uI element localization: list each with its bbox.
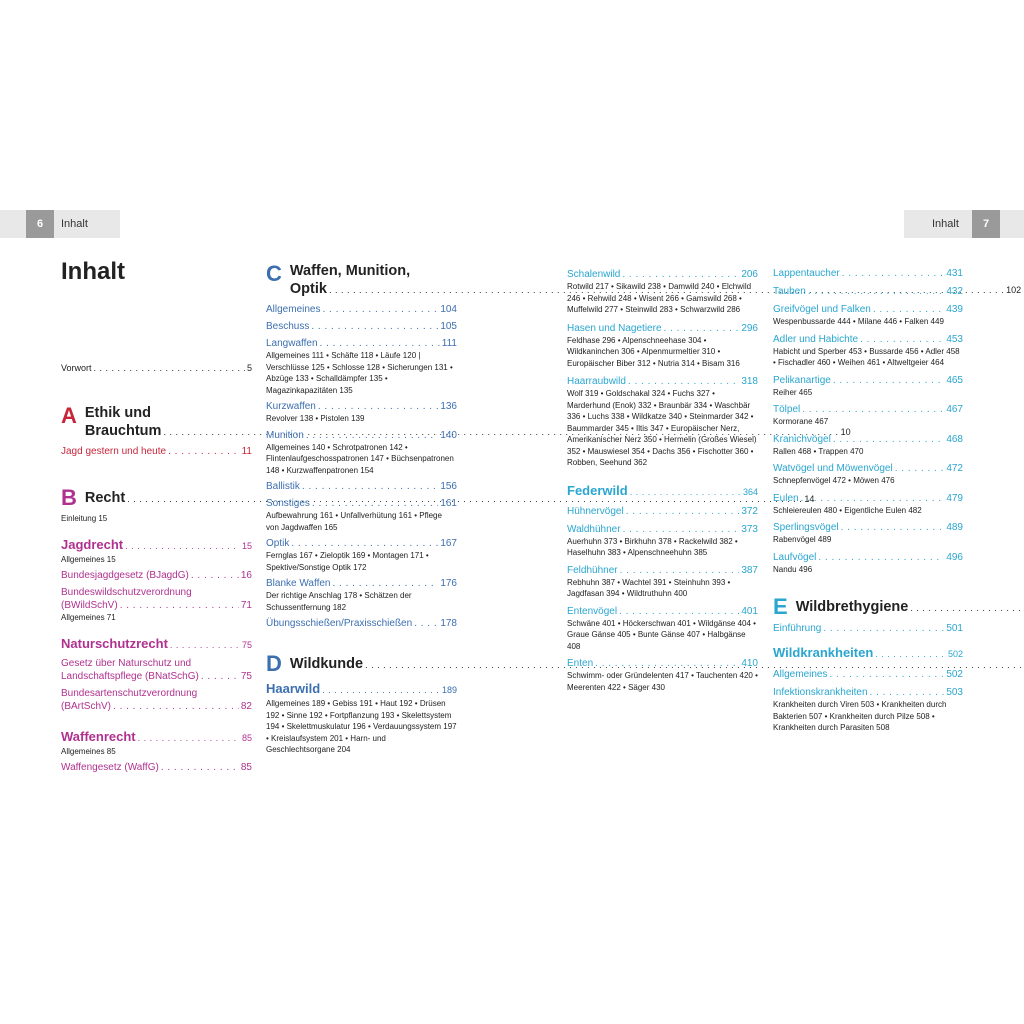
section-b-heading[interactable]: B Recht . . . 14 — [61, 486, 252, 511]
toc-sub-entries: Rabenvögel 489 — [773, 535, 832, 544]
right-running-head: Inhalt — [932, 218, 959, 230]
column-3 — [567, 262, 758, 693]
toc-entry-naturschutzrecht[interactable]: Naturschutzrecht . . . 75 — [61, 636, 252, 653]
toc-entry[interactable]: Tölpel . . . 467 — [773, 403, 963, 416]
toc-sub-entries: Schwäne 401 • Höckerschwan 401 • Wildgänse 404 • Graue Gänse 405 • Bunte Gänse 407 • Halbgänse 408 — [567, 618, 756, 651]
toc-entry[interactable]: Kranichvögel . . . 468 — [773, 433, 963, 446]
toc-entry[interactable]: Sperlingsvögel . . . 489 — [773, 521, 963, 534]
toc-entry-vorwort[interactable]: Vorwort . . . 5 — [61, 362, 252, 374]
toc-sub-entries: Wespenbussarde 444 • Milane 446 • Falken 449 — [773, 317, 944, 326]
toc-sub-entries: Aufbewahrung 161 • Unfallverhütung 161 • Pflege von Jagdwaffen 165 — [266, 511, 442, 532]
toc-sub-entries: Feldhase 296 • Alpenschneehase 304 • Wildkaninchen 306 • Alpenmurmeltier 310 • Europäischer Biber 312 • Nutria 314 • Bisam 316 — [567, 335, 740, 368]
toc-sub-einleitung: Einleitung 15 — [61, 514, 108, 523]
toc-sub-entries: Rallen 468 • Trappen 470 — [773, 446, 864, 456]
left-running-head: Inhalt — [61, 218, 88, 230]
toc-entry[interactable]: Hasen und Nagetiere . . . 296 — [567, 322, 758, 335]
toc-sub-haarwild: Allgemeines 189 • Gebiss 191 • Haut 192 • Drüsen 192 • Sinne 192 • Fortpflanzung 193 • Skelettsystem 194 • Skelettmuskulatur 196 • Verdauungssystem 197 • Kreislaufsystem 201 • Harn- und Geschlechtsorgane 204 — [266, 699, 457, 754]
toc-entry[interactable]: Enten . . . 410 — [567, 657, 758, 670]
toc-entry[interactable]: Waldhühner . . . 373 — [567, 523, 758, 536]
toc-entry-haarwild[interactable]: Haarwild . . . 189 — [266, 681, 457, 698]
toc-entry[interactable]: Laufvögel . . . 496 — [773, 551, 963, 564]
wild-list-2 — [567, 505, 758, 694]
toc-entry-jagdrecht[interactable]: Jagdrecht . . . 15 — [61, 537, 252, 554]
section-c-list — [266, 303, 457, 630]
right-header-bar — [904, 210, 1024, 238]
section-letter-a: A — [61, 403, 77, 428]
toc-entry[interactable]: Blanke Waffen . . . 176 — [266, 577, 457, 590]
toc-entry-bwildschv[interactable]: Bundeswildschutzverordnung (BWildSchV) . . . 71 — [61, 586, 252, 612]
section-letter-d: D — [266, 651, 282, 676]
section-a-heading[interactable]: A Ethik und Brauchtum . . . 10 — [61, 404, 252, 441]
toc-sub-entries: Habicht und Sperber 453 • Bussarde 456 • Adler 458 • Fischadler 460 • Weihen 461 • Altweltgeier 464 — [773, 346, 960, 367]
toc-entry[interactable]: Tauben . . . 432 — [773, 285, 963, 298]
toc-entry[interactable]: Munition . . . 140 — [266, 429, 457, 442]
toc-entry[interactable]: Watvögel und Möwenvögel . . . 472 — [773, 462, 963, 475]
section-c-heading[interactable]: C Waffen, Munition, Optik . . . 102 — [266, 262, 457, 299]
toc-sub-entries: Rotwild 217 • Sikawild 238 • Damwild 240 • Elchwild 246 • Rehwild 248 • Wisent 266 • Gamswild 268 • Muffelwild 277 • Steinwild 283 • Schwarzwild 286 — [567, 282, 752, 314]
wild-list-3 — [773, 267, 963, 575]
toc-entry-bnatschg[interactable]: Gesetz über Naturschutz und Landschaftspflege (BNatSchG) . . . 75 — [61, 657, 252, 683]
toc-entry[interactable]: Kurzwaffen . . . 136 — [266, 400, 457, 413]
toc-entry-bartschv[interactable]: Bundesartenschutzverordnung (BArtSchV) . . . 82 — [61, 687, 252, 713]
toc-sub-entries: Schnepfenvögel 472 • Möwen 476 — [773, 476, 895, 485]
left-page-number: 6 — [26, 210, 54, 238]
toc-sub-entries: Kormorane 467 — [773, 417, 829, 426]
toc-entry[interactable]: Feldhühner . . . 387 — [567, 564, 758, 577]
section-d-heading[interactable]: D Wildkunde . . . — [266, 652, 457, 677]
left-header-bar — [0, 210, 120, 238]
toc-entry[interactable]: Hühnervögel . . . 372 — [567, 505, 758, 518]
toc-sub-entries: Nandu 496 — [773, 564, 813, 574]
toc-sub-entries: Allgemeines 140 • Schrotpatronen 142 • Flintenlaufgeschosspatronen 147 • Büchsenpatronen 148 • Kurzwaffenpatronen 154 — [266, 442, 454, 475]
page-title: Inhalt — [61, 258, 125, 285]
toc-sub-entries: Wolf 319 • Goldschakal 324 • Fuchs 327 • Marderhund (Enok) 332 • Braunbär 334 • Waschbär 336 • Luchs 338 • Wildkatze 340 • Steinmarder 342 • Baummarder 345 • Iltis 347 • Europäischer Nerz, Amerikanischer Nerz 350 • Hermelin (Großes Wiesel) 352 • Mauswiesel 354 • Dachs 356 • Fischotter 360 • Robben, Seehund 362 — [567, 389, 757, 467]
toc-entry[interactable]: Langwaffen . . . 111 — [266, 337, 457, 350]
section-letter-b: B — [61, 485, 77, 510]
toc-entry[interactable]: Lappentaucher . . . 431 — [773, 267, 963, 280]
toc-sub-waffenrecht: Allgemeines 85 — [61, 746, 116, 756]
toc-sub-entries: Schleiereulen 480 • Eigentliche Eulen 482 — [773, 505, 922, 515]
wild-list-1 — [567, 268, 758, 469]
toc-entry[interactable]: Optik . . . 167 — [266, 537, 457, 550]
toc-entry[interactable]: Eulen . . . 479 — [773, 492, 963, 505]
toc-entry-einfuehrung[interactable]: Einführung . . . 501 — [773, 622, 963, 635]
toc-sub-jagdrecht: Allgemeines 15 — [61, 554, 116, 564]
toc-sub-entries: Rebhuhn 387 • Wachtel 391 • Steinhuhn 393 • Jagdfasan 394 • Wildtruthuhn 400 — [567, 577, 731, 598]
toc-sub-entries: Der richtige Anschlag 178 • Schätzen der Schussentfernung 182 — [266, 591, 412, 612]
section-e-heading[interactable]: E Wildbrethygiene . . . — [773, 595, 963, 620]
toc-entry-infektion[interactable]: Infektionskrankheiten . . . 503 — [773, 686, 963, 699]
toc-entry-waffg[interactable]: Waffengesetz (WaffG) . . . 85 — [61, 761, 252, 774]
toc-entry-e-allgemeines[interactable]: Allgemeines . . . 502 — [773, 668, 963, 681]
toc-entry-bjagdg[interactable]: Bundesjagdgesetz (BJagdG) . . . 16 — [61, 569, 252, 582]
right-page-number: 7 — [972, 210, 1000, 238]
toc-sub-entries: Fernglas 167 • Zieloptik 169 • Montagen 171 • Spektive/Sonstige Optik 172 — [266, 551, 429, 572]
toc-entry[interactable]: Ballistik . . . 156 — [266, 480, 457, 493]
section-letter-e: E — [773, 594, 788, 619]
toc-entry-wildkrankheiten[interactable]: Wildkrankheiten . . . 502 — [773, 645, 963, 662]
toc-sub-entries: Revolver 138 • Pistolen 139 — [266, 414, 365, 423]
section-letter-c: C — [266, 261, 282, 286]
toc-entry[interactable]: Schalenwild . . . 206 — [567, 268, 758, 281]
toc-entry-jagd-gestern[interactable]: Jagd gestern und heute . . . 11 — [61, 445, 252, 458]
toc-sub-entries: Schwimm- oder Gründelenten 417 • Tauchenten 420 • Meerenten 422 • Säger 430 — [567, 671, 758, 692]
toc-sub-entries: Reiher 465 — [773, 387, 813, 397]
toc-sub-entries: Auerhuhn 373 • Birkhuhn 378 • Rackelwild 382 • Haselhuhn 383 • Alpenschneehuhn 385 — [567, 536, 738, 557]
toc-entry[interactable]: Entenvögel . . . 401 — [567, 605, 758, 618]
toc-sub-bwildschv: Allgemeines 71 — [61, 613, 116, 622]
toc-entry[interactable]: Pelikanartige . . . 465 — [773, 374, 963, 387]
toc-entry[interactable]: Beschuss . . . 105 — [266, 320, 457, 333]
toc-entry[interactable]: Sonstiges . . . 161 — [266, 497, 457, 510]
toc-entry[interactable]: Greifvögel und Falken . . . 439 — [773, 303, 963, 316]
toc-entry[interactable]: Allgemeines . . . 104 — [266, 303, 457, 316]
toc-entry[interactable]: Übungsschießen/Praxisschießen . . . 178 — [266, 617, 457, 630]
toc-entry[interactable]: Adler und Habichte . . . 453 — [773, 333, 963, 346]
column-4 — [773, 262, 963, 734]
toc-entry[interactable]: Haarraubwild . . . 318 — [567, 375, 758, 388]
toc-entry-waffenrecht[interactable]: Waffenrecht . . . 85 — [61, 729, 252, 746]
toc-sub-entries: Allgemeines 111 • Schäfte 118 • Läufe 120 | Verschlüsse 125 • Schlosse 128 • Sicherungen 131 • Abzüge 133 • Schalldämpfer 135 • Magazinkapazitäten 135 — [266, 351, 453, 395]
toc-entry-federwild[interactable]: Federwild . . . 364 — [567, 483, 758, 500]
toc-sub-infektion: Krankheiten durch Viren 503 • Krankheiten durch Bakterien 507 • Krankheiten durch Pilze 508 • Krankheiten durch Parasiten 508 — [773, 700, 947, 732]
